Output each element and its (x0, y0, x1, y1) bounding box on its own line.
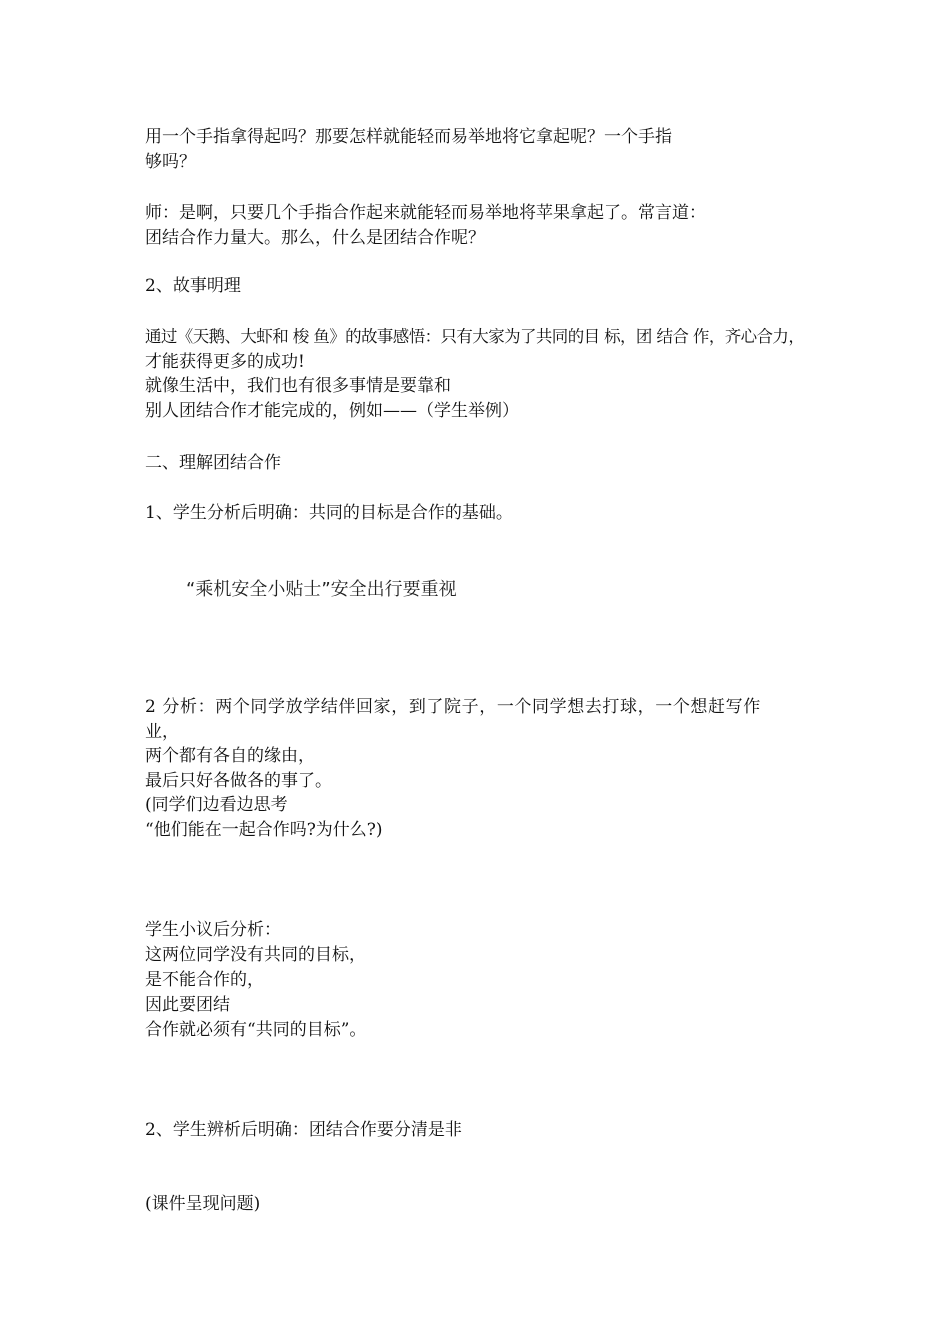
paragraph-teacher-line2: 团结合作力量大。那么，什么是团结合作呢？ (145, 228, 485, 248)
paragraph-finger-line1: 用一个手指拿得起吗？那要怎样就能轻而易举地将它拿起呢？一个手指 (145, 127, 672, 147)
paragraph-analysis-line6: “他们能在一起合作吗?为什么?) (145, 820, 383, 840)
safety-tips-callout: “乘机安全小贴士”安全出行要重视 (186, 579, 457, 600)
paragraph-discussion-line4: 因此要团结 (145, 995, 230, 1015)
paragraph-story-line2: 才能获得更多的成功! (145, 352, 305, 372)
item-common-goal: 1、学生分析后明确：共同的目标是合作的基础。 (145, 503, 513, 523)
paragraph-story-line3: 就像生活中，我们也有很多事情是要靠和 (145, 376, 451, 396)
paragraph-story-line4: 别人团结合作才能完成的，例如——（学生举例） (145, 401, 519, 421)
courseware-note: (课件呈现问题) (145, 1194, 261, 1214)
item-right-wrong: 2、学生辨析后明确：团结合作要分清是非 (145, 1120, 462, 1140)
paragraph-finger-line2: 够吗？ (145, 152, 196, 172)
paragraph-story-line1: 通过《天鹅、大虾和 梭 鱼》的故事感悟：只有大家为了共同的目 标，团 结合 作，齐心合力， (145, 327, 805, 346)
paragraph-teacher-line1: 师：是啊，只要几个手指合作起来就能轻而易举地将苹果拿起了。常言道： (145, 203, 706, 223)
paragraph-discussion-line1: 学生小议后分析： (145, 920, 281, 940)
paragraph-discussion-line2: 这两位同学没有共同的目标， (145, 945, 366, 965)
paragraph-analysis-line3: 两个都有各自的缘由， (145, 746, 315, 766)
heading-understand: 二、理解团结合作 (145, 453, 281, 473)
paragraph-discussion-line5: 合作就必须有“共同的目标”。 (145, 1020, 367, 1040)
paragraph-analysis-line2: 业， (145, 722, 179, 742)
heading-story: 2、故事明理 (145, 276, 241, 296)
paragraph-analysis-line5: (同学们边看边思考 (145, 795, 288, 815)
paragraph-discussion-line3: 是不能合作的， (145, 970, 264, 990)
paragraph-analysis-line4: 最后只好各做各的事了。 (145, 771, 332, 791)
paragraph-analysis-line1: 2 分析：两个同学放学结伴回家，到了院子，一个同学想去打球，一个想赶写作 (145, 697, 761, 717)
